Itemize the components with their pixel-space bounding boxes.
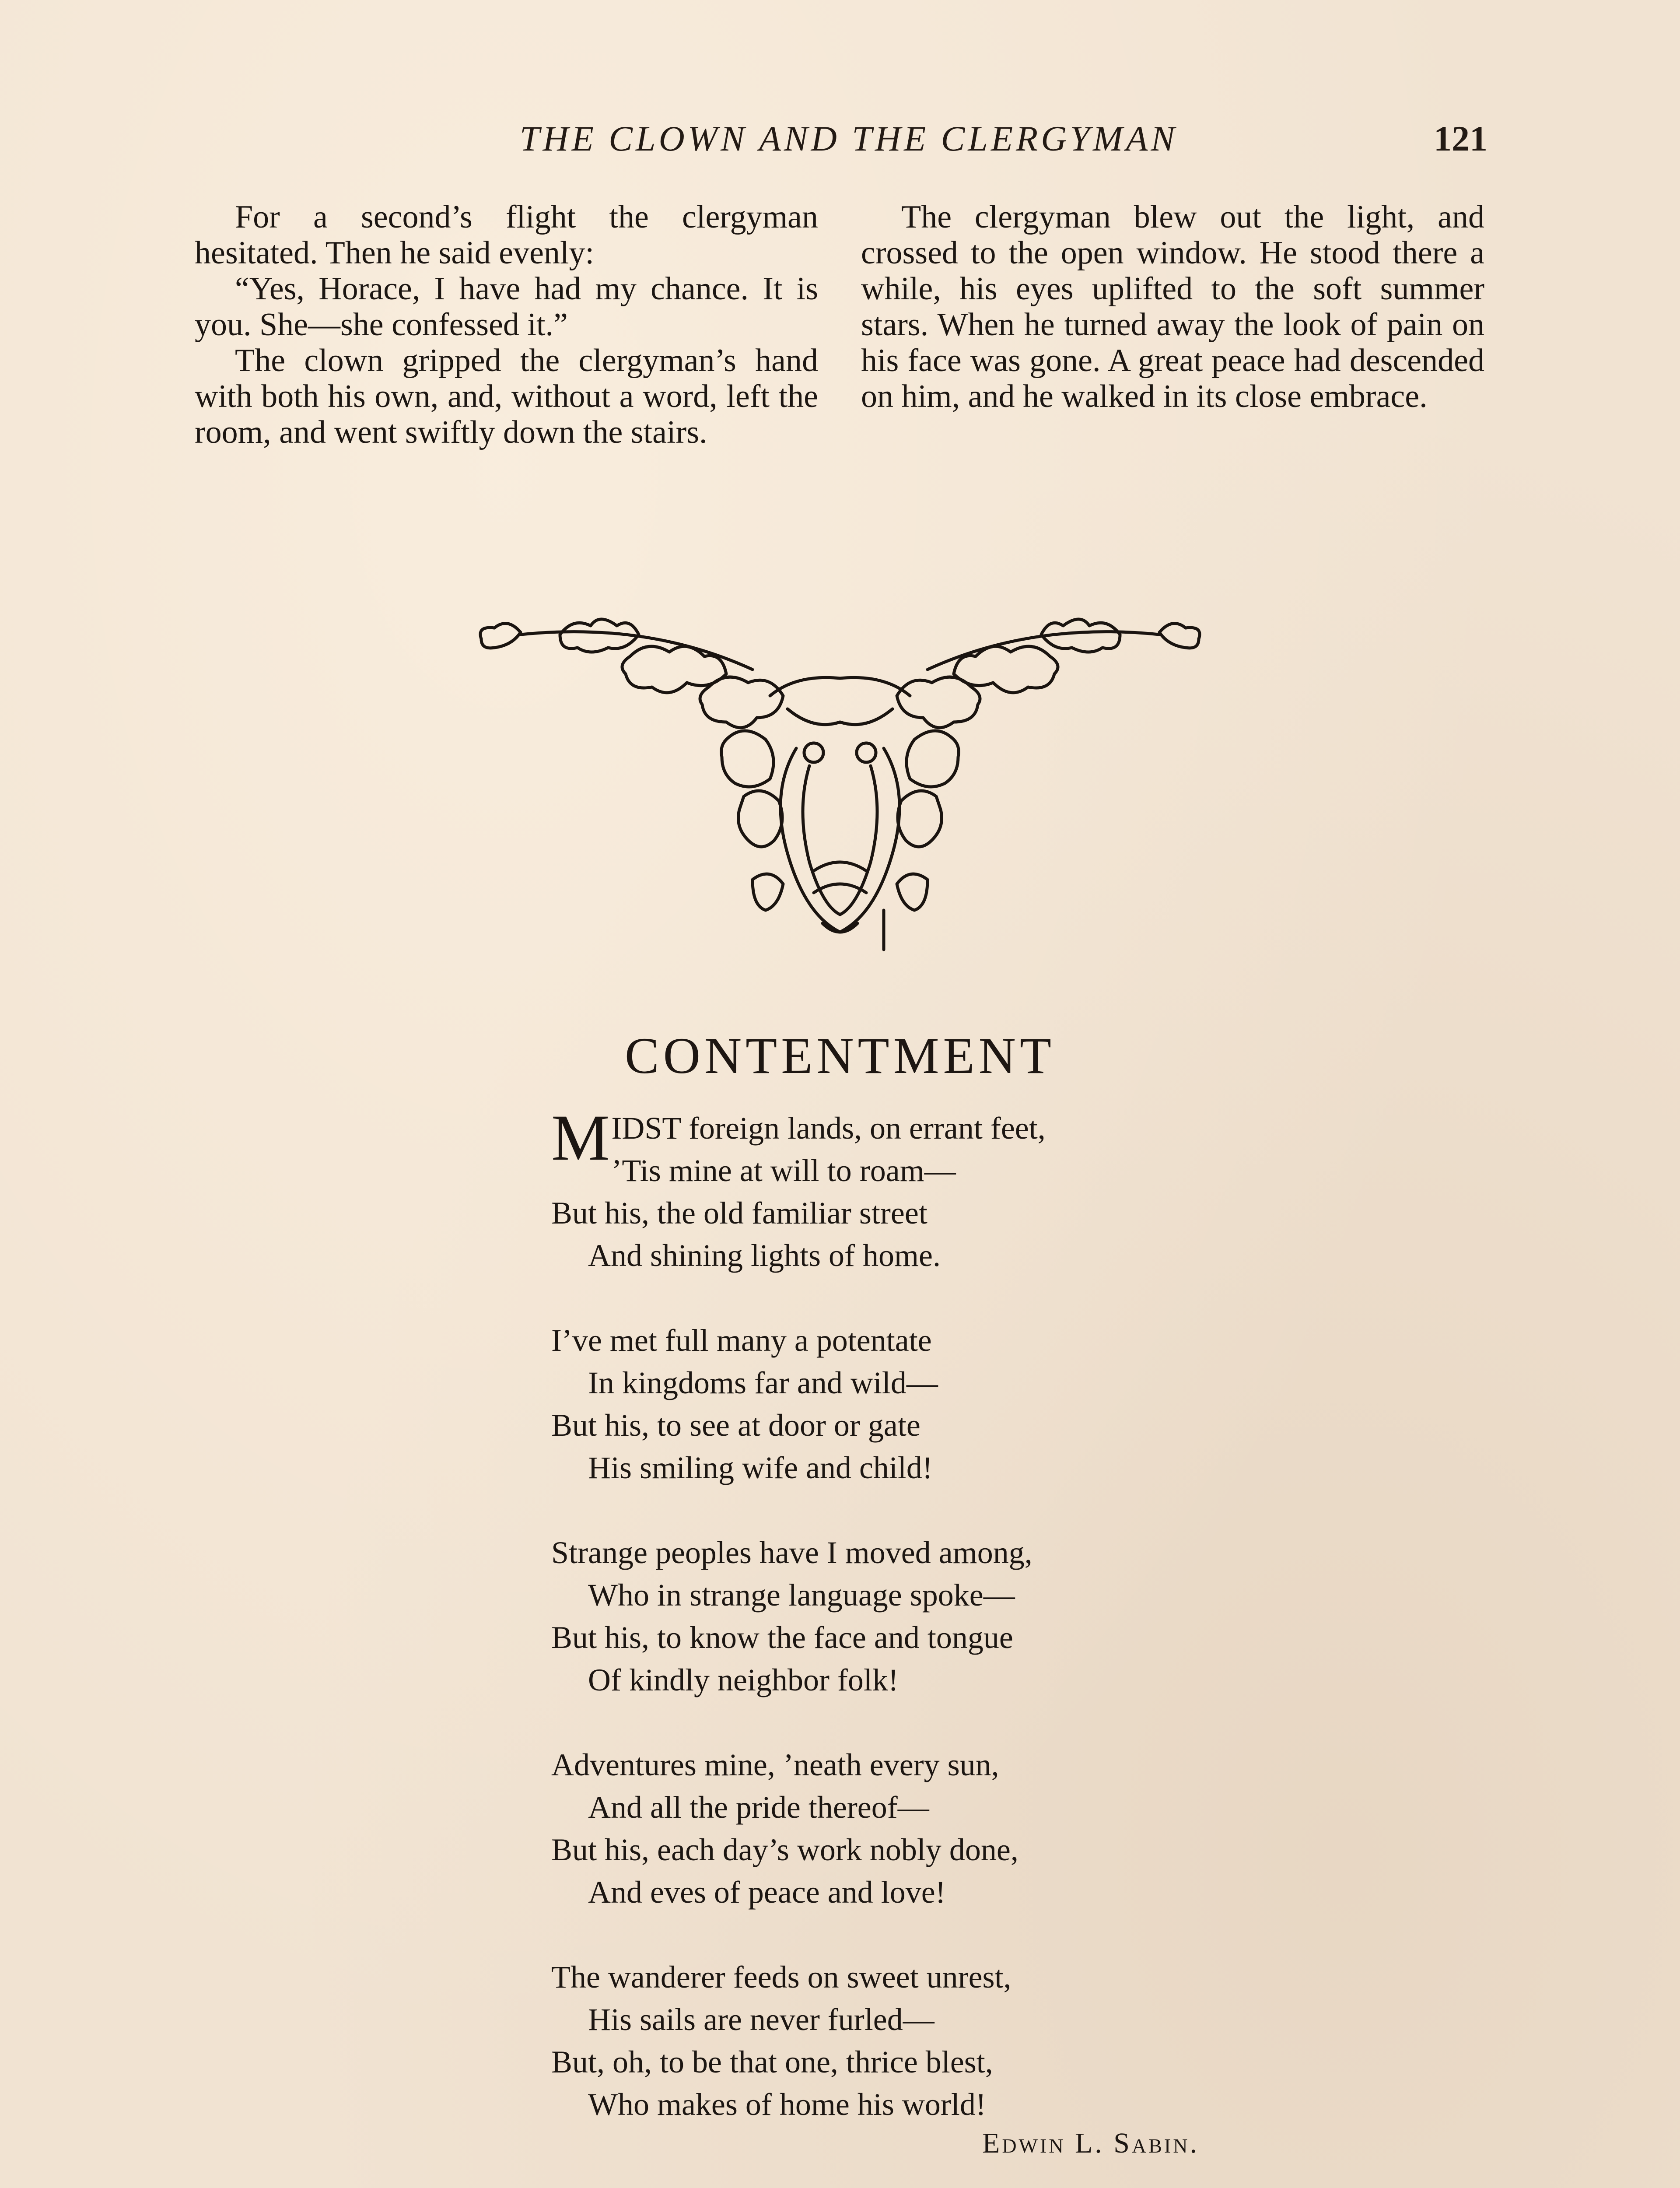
story-column-left [195,199,818,450]
poem-line: Strange peoples have I moved among, [551,1535,1032,1570]
story-column-right [861,199,1484,414]
poem-line: But his, to know the face and tongue [551,1620,1013,1655]
poem-line-text: IDST foreign lands, on errant feet, [611,1111,1046,1146]
page-number: 121 [1434,119,1488,158]
poem-stanza [551,1319,1382,1489]
poem-line: In kingdoms far and wild— [588,1365,938,1400]
poem-line: His smiling wife and child! [588,1450,933,1485]
poem-line: Who makes of home his world! [588,2087,986,2122]
poem-stanza [551,1101,1382,1277]
poem-stanza [551,1744,1382,1914]
story-paragraph: The clown gripped the clergyman’s hand with both his own, and, without a word, left the room, and went swiftly down the stairs. [195,343,818,450]
poem-line: I’ve met full many a potentate [551,1323,932,1358]
drop-cap: M [551,1101,610,1174]
poem-line: But his, to see at door or gate [551,1408,920,1443]
poem-title: CONTENTMENT [625,1027,1055,1084]
poem-body [551,1101,1382,2168]
story-paragraph: The clergyman blew out the light, and crossed to the open window. He stood there a while, his eyes uplifted to the soft summer stars. When he turned away the look of pain on his face was gone. A great peace had descended on him, and he walked in its close embrace. [861,199,1484,414]
poem-line: His sails are never furled— [588,2002,934,2037]
poem-line: The wanderer feeds on sweet unrest, [551,1960,1012,1995]
poem-line: Who in strange language spoke— [588,1578,1015,1613]
poem-line: But, oh, to be that one, thrice blest, [551,2044,993,2079]
running-title: THE CLOWN AND THE CLERGYMAN [519,119,1178,158]
poem-line: And eves of peace and love! [588,1875,946,1910]
floral-ornament-icon [464,608,1216,967]
poem-stanza [551,1532,1382,1701]
poem-line: Of kindly neighbor folk! [588,1662,899,1697]
page-header [192,118,1505,166]
poem-line: But his, the old familiar street [551,1196,928,1231]
poem-line: And shining lights of home. [588,1238,941,1273]
poem-line: But his, each day’s work nobly done, [551,1832,1018,1867]
poem-line: ’Tis mine at will to roam— [611,1153,956,1188]
poem-stanza [551,1956,1382,2126]
poem-line: And all the pride thereof— [588,1790,929,1825]
poem-line: Adventures mine, ’neath every sun, [551,1747,999,1782]
story-paragraph: “Yes, Horace, I have had my chance. It is you. She—she confessed it.” [195,271,818,343]
poem-author: Edwin L. Sabin. [982,2127,1199,2159]
story-paragraph: For a second’s flight the clergyman hesitated. Then he said evenly: [195,199,818,271]
